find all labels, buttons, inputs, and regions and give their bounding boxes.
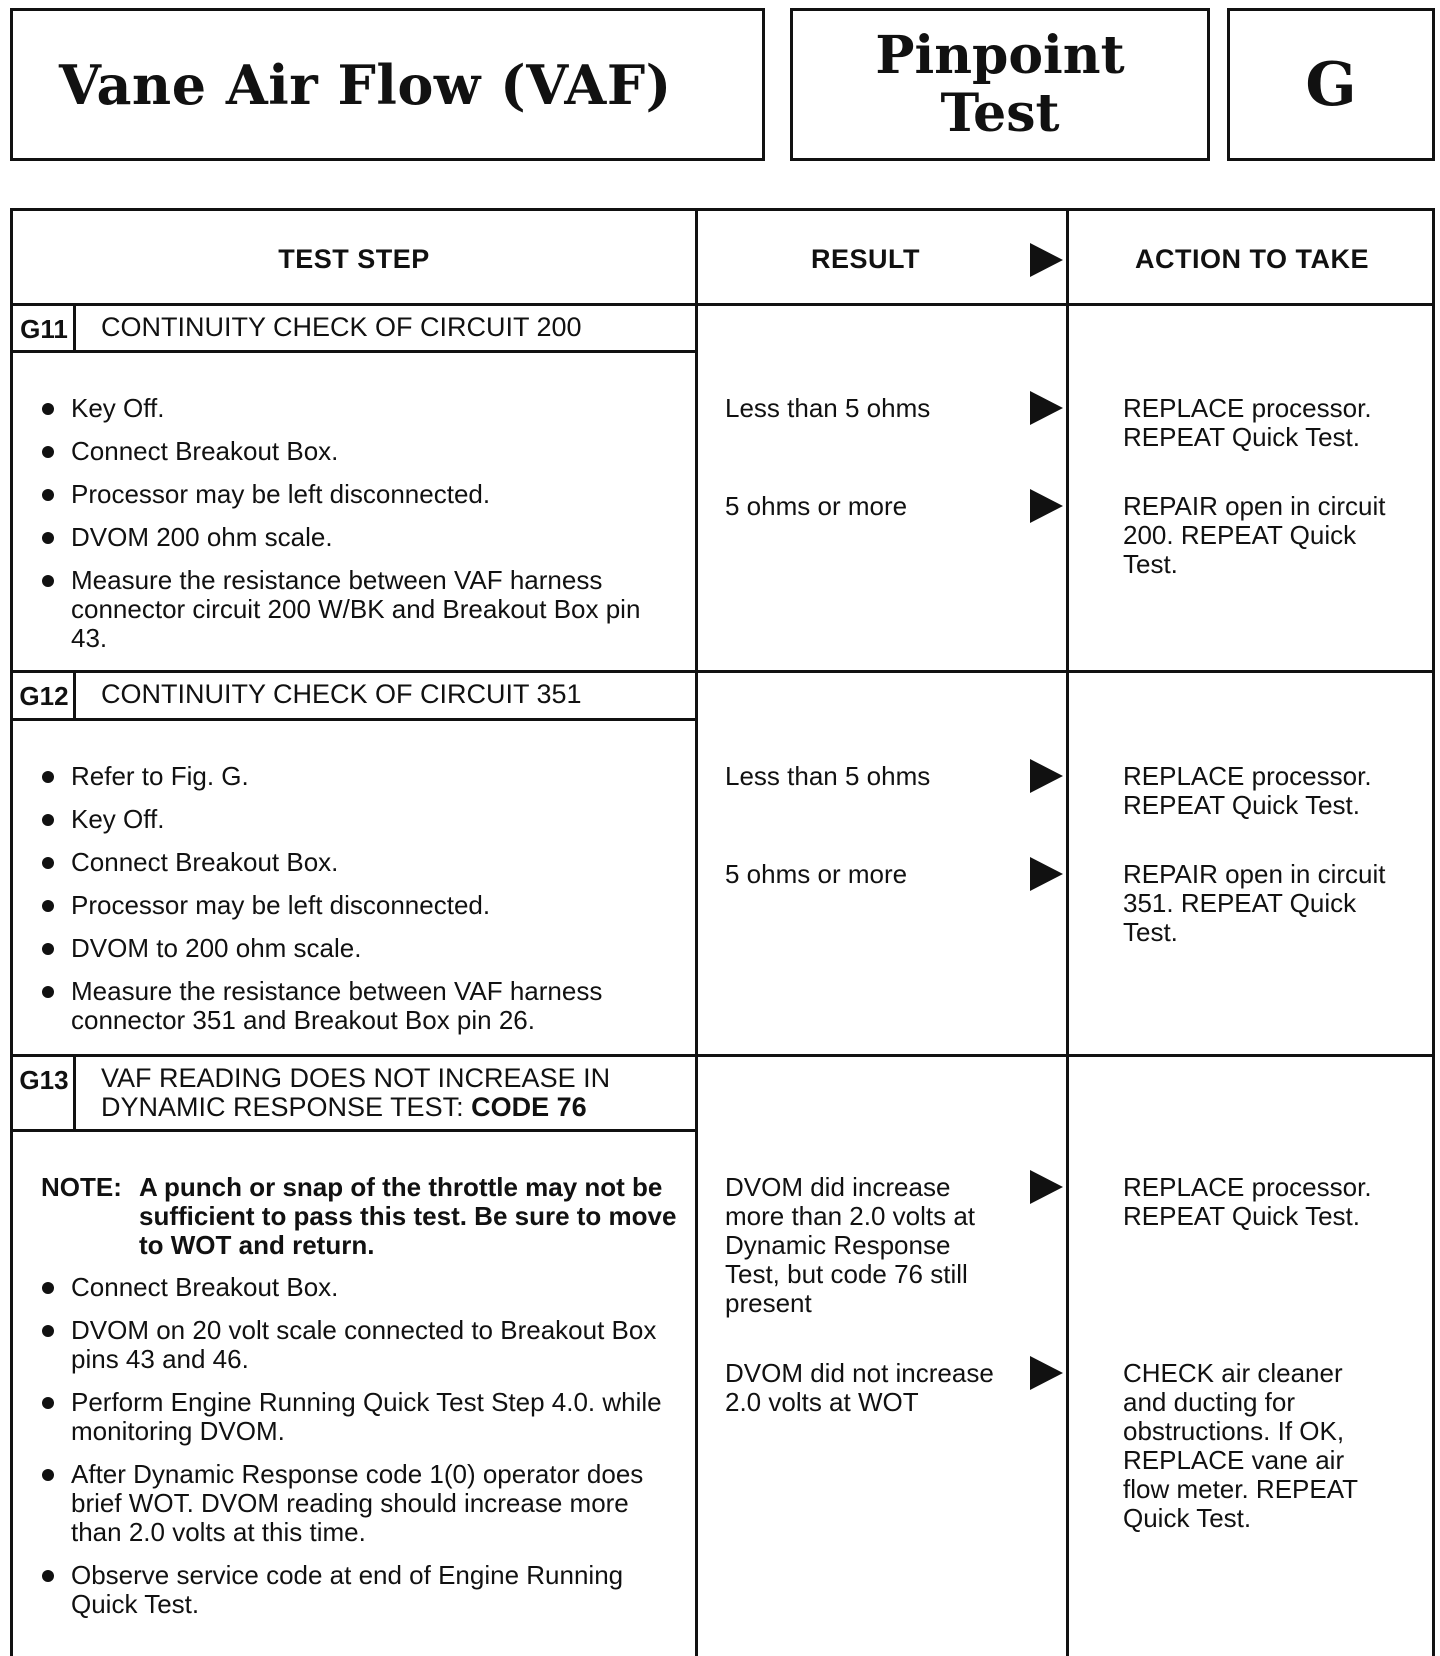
instruction-item: Key Off. (13, 805, 653, 834)
instruction-item: Measure the resistance between VAF harness connector 351 and Breakout Box pin 26. (13, 977, 653, 1035)
arrow-icon (1030, 489, 1063, 523)
action-text: CHECK air cleaner and ducting for obstructions. If OK, REPLACE vane air flow meter. REPEAT Quick Test. (1123, 1358, 1358, 1533)
pinpoint-label: Pinpoint (875, 24, 1125, 86)
step-title-g11: CONTINUITY CHECK OF CIRCUIT 200 (101, 312, 582, 342)
pinpoint-test-box (790, 8, 1210, 161)
arrow-icon (1030, 1170, 1063, 1204)
instruction-item: Connect Breakout Box. (13, 437, 653, 466)
arrow-icon (1030, 759, 1063, 793)
test-label: Test (940, 82, 1060, 144)
step-title-underline (13, 350, 695, 353)
step-instructions-g11 (13, 394, 653, 667)
page-title-box (10, 8, 765, 161)
instruction-item: Connect Breakout Box. (13, 1273, 673, 1302)
pinpoint-table (10, 208, 1435, 1656)
result-text: Less than 5 ohms (725, 393, 931, 423)
test-letter: G (1305, 49, 1357, 120)
column-divider (1066, 211, 1069, 1656)
action-text: REPAIR open in circuit 200. REPEAT Quick Test. (1123, 491, 1386, 579)
step-title-code: CODE 76 (471, 1092, 587, 1122)
result-text: Less than 5 ohms (725, 761, 931, 791)
column-header-action: ACTION TO TAKE (1135, 243, 1369, 274)
instruction-item: Perform Engine Running Quick Test Step 4.0. while monitoring DVOM. (13, 1388, 673, 1446)
step-title-underline (13, 1129, 695, 1132)
step-title-underline (13, 718, 695, 721)
instruction-item: Observe service code at end of Engine Running Quick Test. (13, 1561, 673, 1619)
step-instructions-g12 (13, 762, 653, 1049)
note-label: NOTE: (41, 1172, 122, 1202)
step-id-g13: G13 (19, 1065, 69, 1095)
step-id-divider (73, 673, 76, 718)
column-header-result: RESULT (811, 243, 920, 274)
step-id-g12: G12 (19, 681, 69, 711)
result-text: DVOM did increase more than 2.0 volts at Dynamic Response Test, but code 76 still present (725, 1172, 976, 1318)
row-divider (13, 303, 1432, 306)
result-text: DVOM did not increase 2.0 volts at WOT (725, 1358, 994, 1417)
arrow-icon (1030, 243, 1063, 277)
instruction-item: DVOM 200 ohm scale. (13, 523, 653, 552)
step-note-g13 (41, 1173, 691, 1260)
arrow-icon (1030, 391, 1063, 425)
result-text: 5 ohms or more (725, 491, 908, 521)
arrow-icon (1030, 857, 1063, 891)
action-text: REPLACE processor. REPEAT Quick Test. (1123, 393, 1372, 452)
step-id-divider (73, 306, 76, 350)
instruction-item: Connect Breakout Box. (13, 848, 653, 877)
instruction-item: Refer to Fig. G. (13, 762, 653, 791)
test-letter-box (1227, 8, 1435, 161)
instruction-item: Processor may be left disconnected. (13, 891, 653, 920)
step-instructions-g13 (13, 1273, 673, 1633)
arrow-icon (1030, 1356, 1063, 1390)
instruction-item: After Dynamic Response code 1(0) operator does brief WOT. DVOM reading should increase more than 2.0 volts at this time. (13, 1460, 673, 1547)
action-text: REPLACE processor. REPEAT Quick Test. (1123, 761, 1372, 820)
instruction-item: DVOM to 200 ohm scale. (13, 934, 653, 963)
instruction-item: Measure the resistance between VAF harness connector circuit 200 W/BK and Breakout Box pin 43. (13, 566, 653, 653)
step-title-g13 (101, 1064, 681, 1122)
result-text: 5 ohms or more (725, 859, 908, 889)
instruction-item: Processor may be left disconnected. (13, 480, 653, 509)
note-text: A punch or snap of the throttle may not be sufficient to pass this test. Be sure to move to WOT and return. (139, 1172, 677, 1260)
page-title: Vane Air Flow (VAF) (59, 52, 672, 117)
step-id-divider (73, 1057, 76, 1129)
instruction-item: DVOM on 20 volt scale connected to Breakout Box pins 43 and 46. (13, 1316, 673, 1374)
column-divider (695, 211, 698, 1656)
step-id-g11: G11 (20, 314, 68, 344)
instruction-item: Key Off. (13, 394, 653, 423)
row-divider (13, 1054, 1432, 1057)
step-title-text: VAF READING DOES NOT INCREASE IN DYNAMIC RESPONSE TEST: (101, 1063, 611, 1122)
action-text: REPAIR open in circuit 351. REPEAT Quick Test. (1123, 859, 1386, 947)
action-text: REPLACE processor. REPEAT Quick Test. (1123, 1172, 1372, 1231)
step-title-g12: CONTINUITY CHECK OF CIRCUIT 351 (101, 679, 582, 709)
column-header-test-step: TEST STEP (278, 243, 430, 274)
row-divider (13, 670, 1432, 673)
